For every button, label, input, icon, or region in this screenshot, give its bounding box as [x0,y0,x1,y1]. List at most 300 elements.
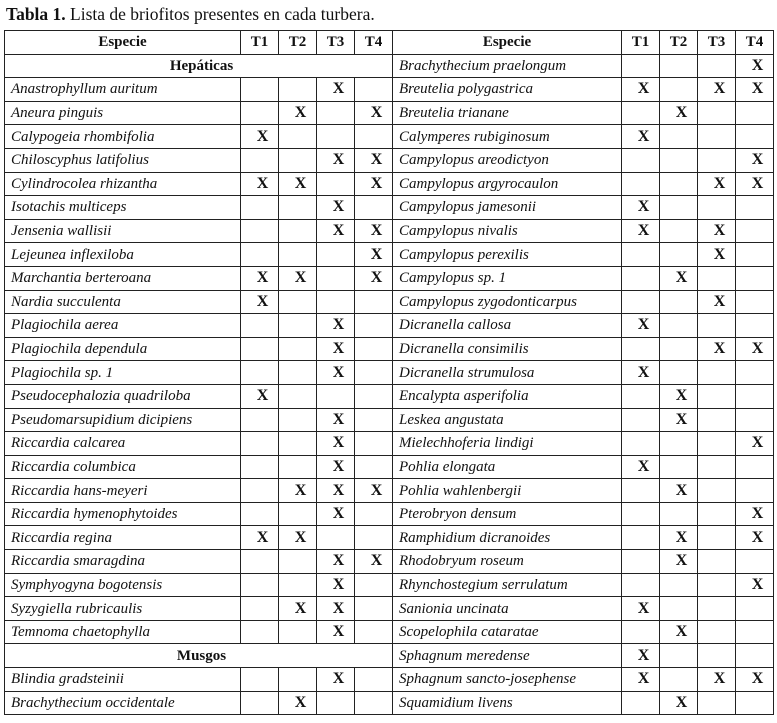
right-presence-t2 [660,668,698,692]
left-presence-t3 [317,384,355,408]
left-species-name: Cylindrocolea rhizantha [5,172,241,196]
left-presence-t4: X [355,550,393,574]
table-row [5,550,774,574]
right-species-name: Campylopus zygodonticarpus [393,290,622,314]
right-presence-t1: X [622,78,660,102]
left-presence-t3: X [317,620,355,644]
left-presence-t4: X [355,148,393,172]
left-presence-t1: X [241,384,279,408]
right-presence-t3 [698,314,736,338]
right-presence-t4 [736,550,774,574]
table-row [5,384,774,408]
left-presence-t3: X [317,408,355,432]
right-species-name: Campylopus argyrocaulon [393,172,622,196]
right-presence-t2: X [660,408,698,432]
right-presence-t2: X [660,550,698,574]
right-presence-t1 [622,573,660,597]
right-presence-t1 [622,620,660,644]
right-species-name: Pohlia wahlenbergii [393,479,622,503]
table-row [5,54,774,78]
right-presence-t1 [622,101,660,125]
left-presence-t1: X [241,125,279,149]
left-presence-t4 [355,597,393,621]
right-presence-t4: X [736,54,774,78]
right-presence-t3 [698,54,736,78]
left-species-name: Riccardia hans-meyeri [5,479,241,503]
right-presence-t1 [622,502,660,526]
right-species-name: Rhodobryum roseum [393,550,622,574]
left-species-name: Riccardia columbica [5,455,241,479]
left-presence-t3: X [317,361,355,385]
left-presence-t1 [241,573,279,597]
left-presence-t1 [241,78,279,102]
left-presence-t1 [241,455,279,479]
right-presence-t1 [622,290,660,314]
right-presence-t2 [660,243,698,267]
header-t4-left: T4 [355,31,393,55]
table-row [5,573,774,597]
left-presence-t4 [355,526,393,550]
left-presence-t4 [355,668,393,692]
left-presence-t2 [279,455,317,479]
left-presence-t3: X [317,597,355,621]
group-hepaticas: Hepáticas [5,54,393,78]
table-row [5,644,774,668]
right-presence-t3: X [698,668,736,692]
right-presence-t1: X [622,196,660,220]
right-presence-t4: X [736,148,774,172]
table-row [5,148,774,172]
right-presence-t3 [698,432,736,456]
table-row [5,502,774,526]
right-presence-t3 [698,502,736,526]
right-presence-t1: X [622,668,660,692]
left-presence-t4 [355,573,393,597]
right-species-name: Campylopus jamesonii [393,196,622,220]
right-presence-t3 [698,573,736,597]
right-presence-t4: X [736,668,774,692]
table-row [5,526,774,550]
right-presence-t1: X [622,219,660,243]
left-presence-t3 [317,243,355,267]
right-presence-t4 [736,455,774,479]
left-presence-t4: X [355,101,393,125]
right-presence-t2 [660,54,698,78]
left-presence-t2: X [279,479,317,503]
right-presence-t3: X [698,290,736,314]
table-row [5,597,774,621]
table-row [5,101,774,125]
left-presence-t4 [355,502,393,526]
right-presence-t3: X [698,243,736,267]
left-presence-t4 [355,384,393,408]
right-species-name: Scopelophila cataratae [393,620,622,644]
right-presence-t3 [698,479,736,503]
left-presence-t1: X [241,290,279,314]
right-species-name: Dicranella callosa [393,314,622,338]
right-presence-t4: X [736,172,774,196]
table-row [5,691,774,715]
left-presence-t1 [241,550,279,574]
right-presence-t1 [622,550,660,574]
left-presence-t4 [355,290,393,314]
left-species-name: Calypogeia rhombifolia [5,125,241,149]
left-presence-t2: X [279,101,317,125]
left-species-name: Syzygiella rubricaulis [5,597,241,621]
left-presence-t2 [279,290,317,314]
left-presence-t1 [241,432,279,456]
right-presence-t3 [698,266,736,290]
header-species-left: Especie [5,31,241,55]
group-musgos: Musgos [5,644,393,668]
right-species-name: Sanionia uncinata [393,597,622,621]
left-presence-t3 [317,691,355,715]
left-species-name: Temnoma chaetophylla [5,620,241,644]
left-presence-t4: X [355,479,393,503]
right-presence-t3 [698,196,736,220]
right-presence-t1 [622,526,660,550]
left-presence-t3 [317,526,355,550]
left-presence-t2 [279,219,317,243]
right-presence-t2 [660,148,698,172]
left-presence-t4 [355,125,393,149]
header-t2-left: T2 [279,31,317,55]
right-presence-t2 [660,644,698,668]
right-presence-t4 [736,479,774,503]
right-species-name: Campylopus areodictyon [393,148,622,172]
table-row [5,78,774,102]
right-presence-t4 [736,691,774,715]
right-species-name: Pterobryon densum [393,502,622,526]
right-presence-t2 [660,290,698,314]
right-presence-t3 [698,644,736,668]
right-species-name: Sphagnum meredense [393,644,622,668]
right-presence-t4: X [736,526,774,550]
right-presence-t2 [660,172,698,196]
left-presence-t1 [241,691,279,715]
left-presence-t2 [279,550,317,574]
left-presence-t3: X [317,479,355,503]
left-presence-t1: X [241,526,279,550]
right-species-name: Calymperes rubiginosum [393,125,622,149]
table-row [5,125,774,149]
table-row [5,290,774,314]
right-presence-t2: X [660,479,698,503]
left-species-name: Plagiochila dependula [5,337,241,361]
left-species-name: Riccardia calcarea [5,432,241,456]
left-presence-t1 [241,361,279,385]
right-presence-t3 [698,384,736,408]
left-presence-t2 [279,432,317,456]
left-presence-t1: X [241,266,279,290]
left-presence-t3: X [317,314,355,338]
left-species-name: Jensenia wallisii [5,219,241,243]
right-presence-t2 [660,337,698,361]
right-presence-t2: X [660,526,698,550]
right-presence-t3 [698,361,736,385]
left-presence-t1 [241,620,279,644]
right-presence-t1 [622,266,660,290]
right-presence-t2 [660,219,698,243]
left-presence-t4: X [355,243,393,267]
right-species-name: Campylopus perexilis [393,243,622,267]
left-species-name: Riccardia hymenophytoides [5,502,241,526]
right-presence-t1 [622,337,660,361]
table-row [5,314,774,338]
right-presence-t2: X [660,691,698,715]
table-row [5,172,774,196]
left-species-name: Anastrophyllum auritum [5,78,241,102]
header-t4-right: T4 [736,31,774,55]
right-presence-t3: X [698,172,736,196]
right-presence-t2 [660,78,698,102]
right-species-name: Squamidium livens [393,691,622,715]
right-presence-t3: X [698,78,736,102]
right-presence-t4 [736,620,774,644]
caption-text: Lista de briofitos presentes en cada turbera. [65,4,375,24]
left-presence-t2 [279,125,317,149]
right-presence-t4 [736,243,774,267]
left-presence-t3: X [317,432,355,456]
table-row [5,266,774,290]
left-presence-t3: X [317,78,355,102]
table-row [5,668,774,692]
right-presence-t3 [698,101,736,125]
left-presence-t1 [241,337,279,361]
right-presence-t1 [622,172,660,196]
header-t3-right: T3 [698,31,736,55]
left-presence-t4 [355,361,393,385]
right-species-name: Campylopus sp. 1 [393,266,622,290]
right-species-name: Sphagnum sancto-josephense [393,668,622,692]
right-species-name: Dicranella consimilis [393,337,622,361]
left-presence-t4: X [355,172,393,196]
left-presence-t1 [241,101,279,125]
right-presence-t4 [736,101,774,125]
left-presence-t3 [317,125,355,149]
left-species-name: Lejeunea inflexiloba [5,243,241,267]
table-row [5,479,774,503]
left-presence-t3 [317,101,355,125]
left-presence-t1 [241,502,279,526]
left-species-name: Blindia gradsteinii [5,668,241,692]
right-presence-t1 [622,408,660,432]
right-presence-t4 [736,266,774,290]
right-presence-t4: X [736,432,774,456]
right-presence-t2 [660,455,698,479]
left-presence-t2: X [279,172,317,196]
left-presence-t3: X [317,502,355,526]
species-table [4,30,774,715]
right-presence-t1: X [622,644,660,668]
left-presence-t3: X [317,455,355,479]
table-row [5,408,774,432]
left-presence-t4 [355,455,393,479]
right-presence-t3 [698,597,736,621]
right-presence-t2: X [660,384,698,408]
left-presence-t1 [241,314,279,338]
left-presence-t2: X [279,266,317,290]
left-presence-t1 [241,597,279,621]
right-presence-t4 [736,597,774,621]
right-presence-t1 [622,384,660,408]
table-caption [6,3,375,25]
right-presence-t3 [698,691,736,715]
right-presence-t4 [736,125,774,149]
right-presence-t2 [660,314,698,338]
right-presence-t1 [622,243,660,267]
right-species-name: Brachythecium praelongum [393,54,622,78]
left-presence-t4 [355,691,393,715]
left-species-name: Nardia succulenta [5,290,241,314]
right-presence-t3 [698,148,736,172]
left-species-name: Pseudomarsupidium dicipiens [5,408,241,432]
left-presence-t3: X [317,550,355,574]
left-presence-t1 [241,148,279,172]
left-presence-t3: X [317,219,355,243]
right-species-name: Breutelia polygastrica [393,78,622,102]
left-presence-t2: X [279,597,317,621]
right-presence-t4 [736,384,774,408]
left-presence-t3: X [317,573,355,597]
right-presence-t1: X [622,314,660,338]
right-presence-t3 [698,550,736,574]
left-presence-t2 [279,502,317,526]
right-presence-t3 [698,125,736,149]
left-presence-t2 [279,573,317,597]
header-row [5,31,774,55]
left-presence-t2 [279,620,317,644]
left-presence-t3 [317,172,355,196]
right-species-name: Campylopus nivalis [393,219,622,243]
right-presence-t1 [622,148,660,172]
left-presence-t2 [279,384,317,408]
right-species-name: Leskea angustata [393,408,622,432]
table-body [5,54,774,715]
left-presence-t4: X [355,266,393,290]
left-presence-t4 [355,432,393,456]
right-presence-t1 [622,432,660,456]
table-row [5,620,774,644]
left-presence-t1 [241,196,279,220]
left-presence-t4: X [355,219,393,243]
right-presence-t4 [736,314,774,338]
left-presence-t1 [241,408,279,432]
left-presence-t1 [241,668,279,692]
table-row [5,196,774,220]
right-presence-t2 [660,502,698,526]
right-presence-t1 [622,54,660,78]
left-species-name: Chiloscyphus latifolius [5,148,241,172]
left-species-name: Symphyogyna bogotensis [5,573,241,597]
left-presence-t1 [241,479,279,503]
right-presence-t1 [622,479,660,503]
left-presence-t2 [279,408,317,432]
right-presence-t3: X [698,337,736,361]
right-species-name: Encalypta asperifolia [393,384,622,408]
left-presence-t2 [279,361,317,385]
left-presence-t4 [355,314,393,338]
right-presence-t4 [736,196,774,220]
right-presence-t4 [736,408,774,432]
left-presence-t2 [279,337,317,361]
left-presence-t4 [355,78,393,102]
left-presence-t1 [241,219,279,243]
left-species-name: Riccardia smaragdina [5,550,241,574]
left-presence-t2 [279,148,317,172]
right-presence-t1: X [622,597,660,621]
right-presence-t3 [698,455,736,479]
right-presence-t1: X [622,361,660,385]
table-row [5,219,774,243]
right-presence-t1 [622,691,660,715]
left-presence-t3 [317,290,355,314]
header-species-right: Especie [393,31,622,55]
left-presence-t2: X [279,691,317,715]
right-presence-t3: X [698,219,736,243]
left-presence-t4 [355,196,393,220]
left-presence-t3: X [317,337,355,361]
right-presence-t2 [660,196,698,220]
right-presence-t2: X [660,101,698,125]
left-presence-t3: X [317,148,355,172]
right-presence-t4 [736,644,774,668]
right-presence-t3 [698,408,736,432]
left-presence-t4 [355,408,393,432]
table-row [5,243,774,267]
left-species-name: Aneura pinguis [5,101,241,125]
left-presence-t3: X [317,196,355,220]
right-presence-t4 [736,361,774,385]
caption-label: Tabla 1. [6,4,66,24]
header-t3-left: T3 [317,31,355,55]
left-species-name: Pseudocephalozia quadriloba [5,384,241,408]
right-species-name: Rhynchostegium serrulatum [393,573,622,597]
left-presence-t1: X [241,172,279,196]
left-presence-t2 [279,78,317,102]
left-species-name: Plagiochila aerea [5,314,241,338]
table-row [5,361,774,385]
header-t2-right: T2 [660,31,698,55]
right-presence-t3 [698,620,736,644]
table-row [5,337,774,361]
left-species-name: Brachythecium occidentale [5,691,241,715]
table-row [5,455,774,479]
right-presence-t2 [660,597,698,621]
left-presence-t3 [317,266,355,290]
left-presence-t3: X [317,668,355,692]
right-species-name: Dicranella strumulosa [393,361,622,385]
table-row [5,432,774,456]
header-t1-right: T1 [622,31,660,55]
right-presence-t2: X [660,620,698,644]
left-presence-t2 [279,196,317,220]
right-presence-t4: X [736,573,774,597]
left-presence-t2 [279,243,317,267]
right-presence-t1: X [622,125,660,149]
left-presence-t1 [241,243,279,267]
right-presence-t2 [660,125,698,149]
left-presence-t4 [355,337,393,361]
right-presence-t1: X [622,455,660,479]
right-species-name: Pohlia elongata [393,455,622,479]
left-presence-t2: X [279,526,317,550]
left-species-name: Marchantia berteroana [5,266,241,290]
right-presence-t4: X [736,78,774,102]
right-presence-t4: X [736,502,774,526]
right-presence-t4 [736,219,774,243]
right-presence-t2 [660,432,698,456]
